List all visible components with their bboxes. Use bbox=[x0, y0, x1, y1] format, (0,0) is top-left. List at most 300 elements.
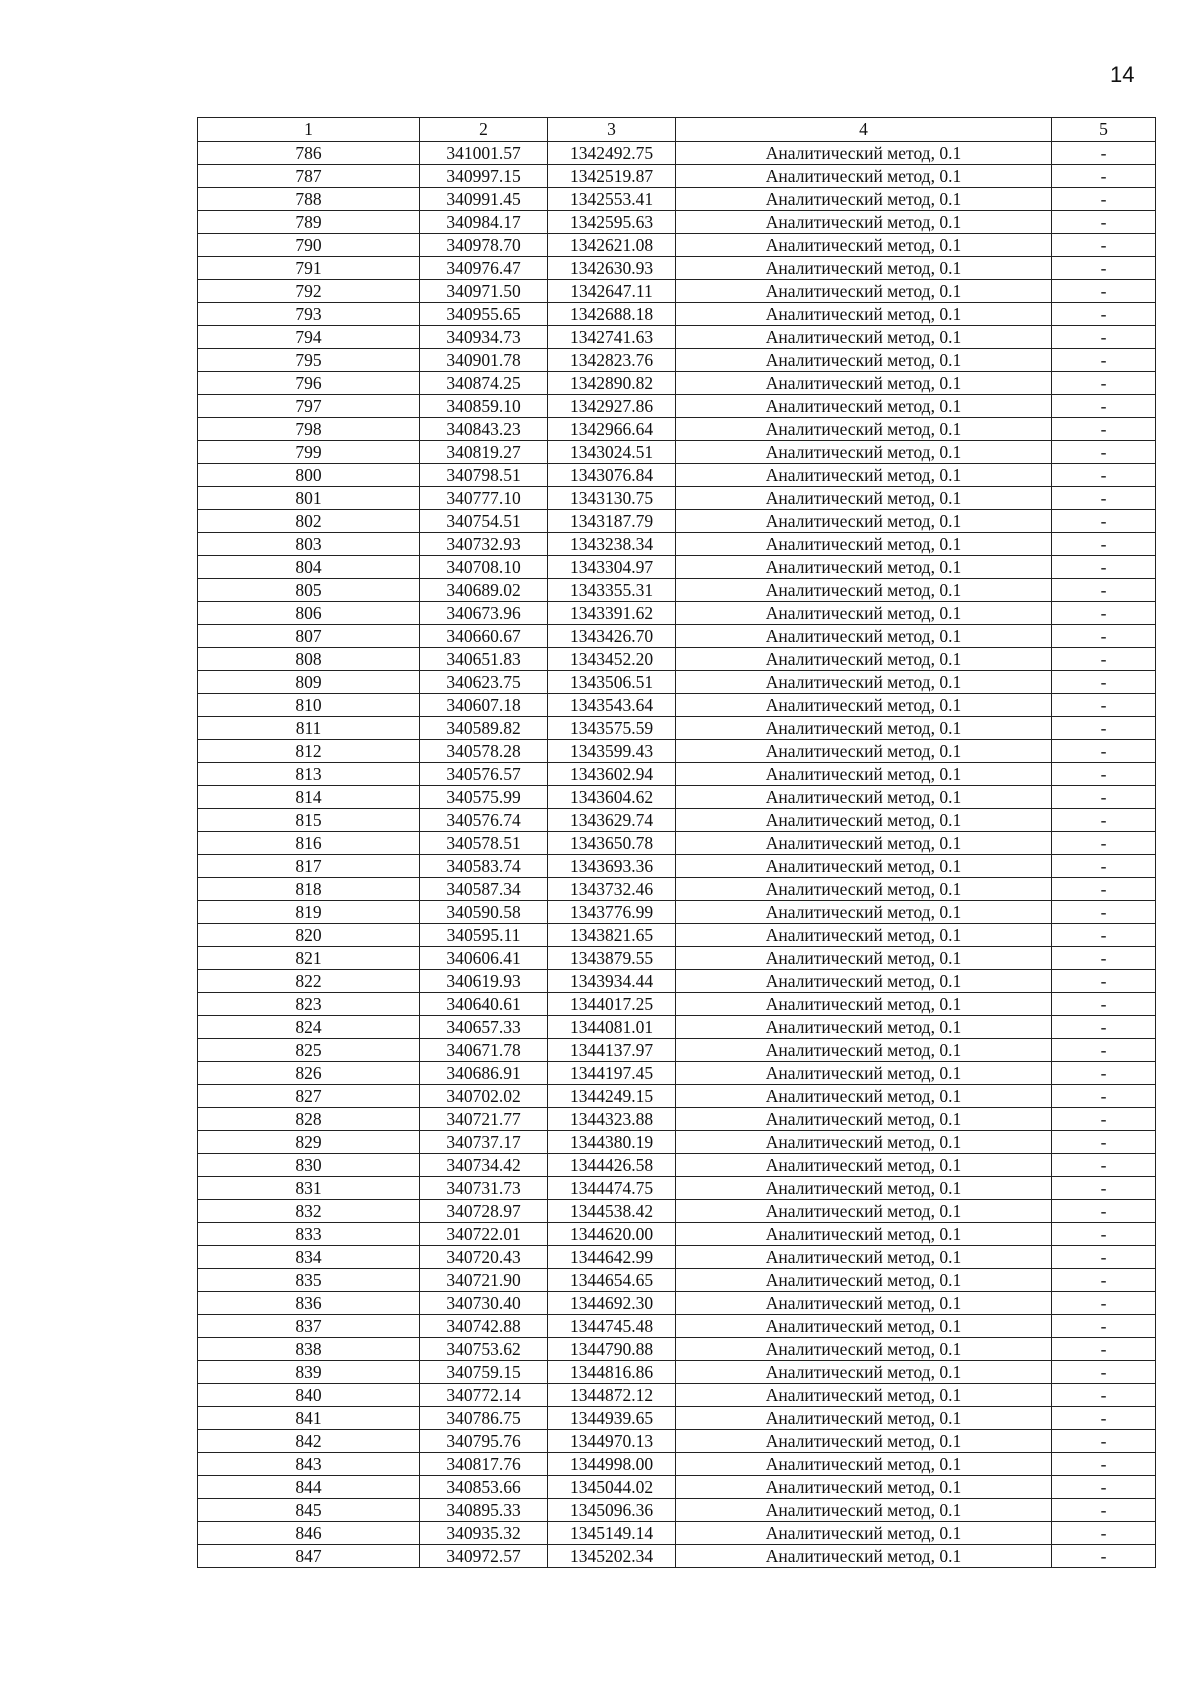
note-cell: - bbox=[1052, 694, 1156, 717]
y-coordinate-cell: 1344081.01 bbox=[548, 1016, 676, 1039]
point-number-cell: 846 bbox=[198, 1522, 420, 1545]
point-number-cell: 799 bbox=[198, 441, 420, 464]
y-coordinate-cell: 1344426.58 bbox=[548, 1154, 676, 1177]
note-cell: - bbox=[1052, 1315, 1156, 1338]
y-coordinate-cell: 1344620.00 bbox=[548, 1223, 676, 1246]
y-coordinate-cell: 1342519.87 bbox=[548, 165, 676, 188]
note-cell: - bbox=[1052, 487, 1156, 510]
x-coordinate-cell: 340671.78 bbox=[420, 1039, 548, 1062]
note-cell: - bbox=[1052, 855, 1156, 878]
method-cell: Аналитический метод, 0.1 bbox=[676, 1361, 1052, 1384]
y-coordinate-cell: 1342630.93 bbox=[548, 257, 676, 280]
note-cell: - bbox=[1052, 1085, 1156, 1108]
note-cell: - bbox=[1052, 1039, 1156, 1062]
note-cell: - bbox=[1052, 211, 1156, 234]
note-cell: - bbox=[1052, 970, 1156, 993]
point-number-cell: 819 bbox=[198, 901, 420, 924]
table-row bbox=[198, 579, 1156, 602]
y-coordinate-cell: 1343732.46 bbox=[548, 878, 676, 901]
y-coordinate-cell: 1343238.34 bbox=[548, 533, 676, 556]
x-coordinate-cell: 340702.02 bbox=[420, 1085, 548, 1108]
x-coordinate-cell: 340708.10 bbox=[420, 556, 548, 579]
method-cell: Аналитический метод, 0.1 bbox=[676, 1246, 1052, 1269]
table-row bbox=[198, 1016, 1156, 1039]
method-cell: Аналитический метод, 0.1 bbox=[676, 579, 1052, 602]
y-coordinate-cell: 1342647.11 bbox=[548, 280, 676, 303]
x-coordinate-cell: 340859.10 bbox=[420, 395, 548, 418]
method-cell: Аналитический метод, 0.1 bbox=[676, 855, 1052, 878]
table-row bbox=[198, 165, 1156, 188]
x-coordinate-cell: 341001.57 bbox=[420, 142, 548, 165]
method-cell: Аналитический метод, 0.1 bbox=[676, 740, 1052, 763]
y-coordinate-cell: 1342966.64 bbox=[548, 418, 676, 441]
x-coordinate-cell: 340853.66 bbox=[420, 1476, 548, 1499]
point-number-cell: 839 bbox=[198, 1361, 420, 1384]
y-coordinate-cell: 1343506.51 bbox=[548, 671, 676, 694]
y-coordinate-cell: 1343076.84 bbox=[548, 464, 676, 487]
note-cell: - bbox=[1052, 464, 1156, 487]
x-coordinate-cell: 340786.75 bbox=[420, 1407, 548, 1430]
y-coordinate-cell: 1343934.44 bbox=[548, 970, 676, 993]
y-coordinate-cell: 1342688.18 bbox=[548, 303, 676, 326]
method-cell: Аналитический метод, 0.1 bbox=[676, 993, 1052, 1016]
point-number-cell: 798 bbox=[198, 418, 420, 441]
point-number-cell: 801 bbox=[198, 487, 420, 510]
point-number-cell: 827 bbox=[198, 1085, 420, 1108]
note-cell: - bbox=[1052, 280, 1156, 303]
method-cell: Аналитический метод, 0.1 bbox=[676, 1499, 1052, 1522]
x-coordinate-cell: 340971.50 bbox=[420, 280, 548, 303]
x-coordinate-cell: 340843.23 bbox=[420, 418, 548, 441]
note-cell: - bbox=[1052, 1269, 1156, 1292]
note-cell: - bbox=[1052, 234, 1156, 257]
note-cell: - bbox=[1052, 1384, 1156, 1407]
note-cell: - bbox=[1052, 1430, 1156, 1453]
table-row bbox=[198, 487, 1156, 510]
y-coordinate-cell: 1344872.12 bbox=[548, 1384, 676, 1407]
point-number-cell: 815 bbox=[198, 809, 420, 832]
x-coordinate-cell: 340578.28 bbox=[420, 740, 548, 763]
method-cell: Аналитический метод, 0.1 bbox=[676, 556, 1052, 579]
y-coordinate-cell: 1344970.13 bbox=[548, 1430, 676, 1453]
note-cell: - bbox=[1052, 1016, 1156, 1039]
table-row bbox=[198, 441, 1156, 464]
table-row bbox=[198, 671, 1156, 694]
table-row bbox=[198, 556, 1156, 579]
point-number-cell: 812 bbox=[198, 740, 420, 763]
x-coordinate-cell: 340901.78 bbox=[420, 349, 548, 372]
column-header: 3 bbox=[548, 118, 676, 142]
method-cell: Аналитический метод, 0.1 bbox=[676, 763, 1052, 786]
method-cell: Аналитический метод, 0.1 bbox=[676, 1062, 1052, 1085]
note-cell: - bbox=[1052, 1338, 1156, 1361]
table-row bbox=[198, 694, 1156, 717]
x-coordinate-cell: 340935.32 bbox=[420, 1522, 548, 1545]
x-coordinate-cell: 340606.41 bbox=[420, 947, 548, 970]
table-row bbox=[198, 1407, 1156, 1430]
y-coordinate-cell: 1344939.65 bbox=[548, 1407, 676, 1430]
x-coordinate-cell: 340673.96 bbox=[420, 602, 548, 625]
note-cell: - bbox=[1052, 1154, 1156, 1177]
x-coordinate-cell: 340730.40 bbox=[420, 1292, 548, 1315]
x-coordinate-cell: 340742.88 bbox=[420, 1315, 548, 1338]
point-number-cell: 822 bbox=[198, 970, 420, 993]
note-cell: - bbox=[1052, 763, 1156, 786]
method-cell: Аналитический метод, 0.1 bbox=[676, 326, 1052, 349]
x-coordinate-cell: 340972.57 bbox=[420, 1545, 548, 1568]
table-row bbox=[198, 211, 1156, 234]
x-coordinate-cell: 340660.67 bbox=[420, 625, 548, 648]
point-number-cell: 829 bbox=[198, 1131, 420, 1154]
x-coordinate-cell: 340895.33 bbox=[420, 1499, 548, 1522]
table-row bbox=[198, 1200, 1156, 1223]
note-cell: - bbox=[1052, 418, 1156, 441]
method-cell: Аналитический метод, 0.1 bbox=[676, 188, 1052, 211]
x-coordinate-cell: 340576.57 bbox=[420, 763, 548, 786]
y-coordinate-cell: 1343602.94 bbox=[548, 763, 676, 786]
point-number-cell: 825 bbox=[198, 1039, 420, 1062]
column-header: 1 bbox=[198, 118, 420, 142]
table-row bbox=[198, 763, 1156, 786]
method-cell: Аналитический метод, 0.1 bbox=[676, 1522, 1052, 1545]
point-number-cell: 817 bbox=[198, 855, 420, 878]
note-cell: - bbox=[1052, 1545, 1156, 1568]
y-coordinate-cell: 1343650.78 bbox=[548, 832, 676, 855]
note-cell: - bbox=[1052, 1246, 1156, 1269]
method-cell: Аналитический метод, 0.1 bbox=[676, 418, 1052, 441]
point-number-cell: 800 bbox=[198, 464, 420, 487]
point-number-cell: 811 bbox=[198, 717, 420, 740]
table-row bbox=[198, 740, 1156, 763]
note-cell: - bbox=[1052, 303, 1156, 326]
table-row bbox=[198, 1361, 1156, 1384]
note-cell: - bbox=[1052, 326, 1156, 349]
method-cell: Аналитический метод, 0.1 bbox=[676, 533, 1052, 556]
x-coordinate-cell: 340772.14 bbox=[420, 1384, 548, 1407]
y-coordinate-cell: 1343452.20 bbox=[548, 648, 676, 671]
note-cell: - bbox=[1052, 188, 1156, 211]
note-cell: - bbox=[1052, 441, 1156, 464]
table-row bbox=[198, 1085, 1156, 1108]
table-row bbox=[198, 303, 1156, 326]
point-number-cell: 824 bbox=[198, 1016, 420, 1039]
point-number-cell: 836 bbox=[198, 1292, 420, 1315]
x-coordinate-cell: 340651.83 bbox=[420, 648, 548, 671]
x-coordinate-cell: 340795.76 bbox=[420, 1430, 548, 1453]
method-cell: Аналитический метод, 0.1 bbox=[676, 441, 1052, 464]
table-row bbox=[198, 1039, 1156, 1062]
note-cell: - bbox=[1052, 901, 1156, 924]
method-cell: Аналитический метод, 0.1 bbox=[676, 234, 1052, 257]
point-number-cell: 809 bbox=[198, 671, 420, 694]
table-row bbox=[198, 372, 1156, 395]
table-row bbox=[198, 326, 1156, 349]
table-row bbox=[198, 1430, 1156, 1453]
note-cell: - bbox=[1052, 1407, 1156, 1430]
y-coordinate-cell: 1343629.74 bbox=[548, 809, 676, 832]
table-row bbox=[198, 1108, 1156, 1131]
note-cell: - bbox=[1052, 533, 1156, 556]
y-coordinate-cell: 1343693.36 bbox=[548, 855, 676, 878]
table-row bbox=[198, 717, 1156, 740]
table-row bbox=[198, 142, 1156, 165]
note-cell: - bbox=[1052, 1476, 1156, 1499]
method-cell: Аналитический метод, 0.1 bbox=[676, 1430, 1052, 1453]
note-cell: - bbox=[1052, 786, 1156, 809]
table-header-row bbox=[198, 118, 1156, 142]
y-coordinate-cell: 1343304.97 bbox=[548, 556, 676, 579]
method-cell: Аналитический метод, 0.1 bbox=[676, 924, 1052, 947]
point-number-cell: 805 bbox=[198, 579, 420, 602]
point-number-cell: 826 bbox=[198, 1062, 420, 1085]
point-number-cell: 821 bbox=[198, 947, 420, 970]
point-number-cell: 845 bbox=[198, 1499, 420, 1522]
y-coordinate-cell: 1343599.43 bbox=[548, 740, 676, 763]
table-row bbox=[198, 1338, 1156, 1361]
y-coordinate-cell: 1342621.08 bbox=[548, 234, 676, 257]
y-coordinate-cell: 1343575.59 bbox=[548, 717, 676, 740]
method-cell: Аналитический метод, 0.1 bbox=[676, 625, 1052, 648]
point-number-cell: 818 bbox=[198, 878, 420, 901]
x-coordinate-cell: 340777.10 bbox=[420, 487, 548, 510]
table-row bbox=[198, 786, 1156, 809]
y-coordinate-cell: 1344816.86 bbox=[548, 1361, 676, 1384]
note-cell: - bbox=[1052, 1223, 1156, 1246]
y-coordinate-cell: 1344998.00 bbox=[548, 1453, 676, 1476]
y-coordinate-cell: 1343426.70 bbox=[548, 625, 676, 648]
table-row bbox=[198, 809, 1156, 832]
x-coordinate-cell: 340640.61 bbox=[420, 993, 548, 1016]
note-cell: - bbox=[1052, 579, 1156, 602]
note-cell: - bbox=[1052, 1200, 1156, 1223]
x-coordinate-cell: 340722.01 bbox=[420, 1223, 548, 1246]
point-number-cell: 806 bbox=[198, 602, 420, 625]
x-coordinate-cell: 340721.77 bbox=[420, 1108, 548, 1131]
x-coordinate-cell: 340978.70 bbox=[420, 234, 548, 257]
x-coordinate-cell: 340997.15 bbox=[420, 165, 548, 188]
coordinates-table bbox=[197, 117, 1156, 1568]
y-coordinate-cell: 1342927.86 bbox=[548, 395, 676, 418]
point-number-cell: 786 bbox=[198, 142, 420, 165]
x-coordinate-cell: 340984.17 bbox=[420, 211, 548, 234]
x-coordinate-cell: 340728.97 bbox=[420, 1200, 548, 1223]
table-row bbox=[198, 855, 1156, 878]
x-coordinate-cell: 340753.62 bbox=[420, 1338, 548, 1361]
point-number-cell: 823 bbox=[198, 993, 420, 1016]
y-coordinate-cell: 1343187.79 bbox=[548, 510, 676, 533]
point-number-cell: 838 bbox=[198, 1338, 420, 1361]
table-row bbox=[198, 993, 1156, 1016]
x-coordinate-cell: 340689.02 bbox=[420, 579, 548, 602]
table-row bbox=[198, 648, 1156, 671]
point-number-cell: 797 bbox=[198, 395, 420, 418]
x-coordinate-cell: 340575.99 bbox=[420, 786, 548, 809]
y-coordinate-cell: 1344654.65 bbox=[548, 1269, 676, 1292]
table-row bbox=[198, 464, 1156, 487]
table-row bbox=[198, 1177, 1156, 1200]
table-row bbox=[198, 1131, 1156, 1154]
y-coordinate-cell: 1344380.19 bbox=[548, 1131, 676, 1154]
x-coordinate-cell: 340737.17 bbox=[420, 1131, 548, 1154]
method-cell: Аналитический метод, 0.1 bbox=[676, 694, 1052, 717]
point-number-cell: 793 bbox=[198, 303, 420, 326]
method-cell: Аналитический метод, 0.1 bbox=[676, 257, 1052, 280]
y-coordinate-cell: 1342741.63 bbox=[548, 326, 676, 349]
table-row bbox=[198, 533, 1156, 556]
point-number-cell: 810 bbox=[198, 694, 420, 717]
x-coordinate-cell: 340623.75 bbox=[420, 671, 548, 694]
point-number-cell: 835 bbox=[198, 1269, 420, 1292]
note-cell: - bbox=[1052, 142, 1156, 165]
method-cell: Аналитический метод, 0.1 bbox=[676, 1384, 1052, 1407]
point-number-cell: 795 bbox=[198, 349, 420, 372]
point-number-cell: 831 bbox=[198, 1177, 420, 1200]
method-cell: Аналитический метод, 0.1 bbox=[676, 395, 1052, 418]
x-coordinate-cell: 340721.90 bbox=[420, 1269, 548, 1292]
method-cell: Аналитический метод, 0.1 bbox=[676, 1407, 1052, 1430]
y-coordinate-cell: 1343130.75 bbox=[548, 487, 676, 510]
point-number-cell: 790 bbox=[198, 234, 420, 257]
table-row bbox=[198, 510, 1156, 533]
method-cell: Аналитический метод, 0.1 bbox=[676, 1177, 1052, 1200]
y-coordinate-cell: 1345202.34 bbox=[548, 1545, 676, 1568]
point-number-cell: 828 bbox=[198, 1108, 420, 1131]
table-row bbox=[198, 1522, 1156, 1545]
table-row bbox=[198, 1269, 1156, 1292]
note-cell: - bbox=[1052, 1062, 1156, 1085]
method-cell: Аналитический метод, 0.1 bbox=[676, 1292, 1052, 1315]
column-header: 5 bbox=[1052, 118, 1156, 142]
x-coordinate-cell: 340759.15 bbox=[420, 1361, 548, 1384]
y-coordinate-cell: 1345044.02 bbox=[548, 1476, 676, 1499]
column-header: 4 bbox=[676, 118, 1052, 142]
point-number-cell: 833 bbox=[198, 1223, 420, 1246]
column-header: 2 bbox=[420, 118, 548, 142]
method-cell: Аналитический метод, 0.1 bbox=[676, 303, 1052, 326]
x-coordinate-cell: 340583.74 bbox=[420, 855, 548, 878]
method-cell: Аналитический метод, 0.1 bbox=[676, 464, 1052, 487]
y-coordinate-cell: 1342595.63 bbox=[548, 211, 676, 234]
method-cell: Аналитический метод, 0.1 bbox=[676, 1200, 1052, 1223]
method-cell: Аналитический метод, 0.1 bbox=[676, 1453, 1052, 1476]
y-coordinate-cell: 1343355.31 bbox=[548, 579, 676, 602]
y-coordinate-cell: 1345149.14 bbox=[548, 1522, 676, 1545]
note-cell: - bbox=[1052, 625, 1156, 648]
y-coordinate-cell: 1344790.88 bbox=[548, 1338, 676, 1361]
note-cell: - bbox=[1052, 1131, 1156, 1154]
table-row bbox=[198, 1154, 1156, 1177]
y-coordinate-cell: 1342553.41 bbox=[548, 188, 676, 211]
x-coordinate-cell: 340587.34 bbox=[420, 878, 548, 901]
method-cell: Аналитический метод, 0.1 bbox=[676, 1338, 1052, 1361]
table-row bbox=[198, 1223, 1156, 1246]
x-coordinate-cell: 340686.91 bbox=[420, 1062, 548, 1085]
note-cell: - bbox=[1052, 510, 1156, 533]
point-number-cell: 844 bbox=[198, 1476, 420, 1499]
table-row bbox=[198, 832, 1156, 855]
method-cell: Аналитический метод, 0.1 bbox=[676, 602, 1052, 625]
method-cell: Аналитический метод, 0.1 bbox=[676, 901, 1052, 924]
table-row bbox=[198, 878, 1156, 901]
y-coordinate-cell: 1343391.62 bbox=[548, 602, 676, 625]
page-number: 14 bbox=[1110, 62, 1135, 87]
x-coordinate-cell: 340732.93 bbox=[420, 533, 548, 556]
method-cell: Аналитический метод, 0.1 bbox=[676, 349, 1052, 372]
point-number-cell: 834 bbox=[198, 1246, 420, 1269]
point-number-cell: 843 bbox=[198, 1453, 420, 1476]
note-cell: - bbox=[1052, 740, 1156, 763]
table-row bbox=[198, 349, 1156, 372]
point-number-cell: 789 bbox=[198, 211, 420, 234]
table-row bbox=[198, 1246, 1156, 1269]
point-number-cell: 788 bbox=[198, 188, 420, 211]
table-row bbox=[198, 1476, 1156, 1499]
method-cell: Аналитический метод, 0.1 bbox=[676, 1545, 1052, 1568]
point-number-cell: 832 bbox=[198, 1200, 420, 1223]
x-coordinate-cell: 340590.58 bbox=[420, 901, 548, 924]
note-cell: - bbox=[1052, 878, 1156, 901]
y-coordinate-cell: 1344745.48 bbox=[548, 1315, 676, 1338]
x-coordinate-cell: 340576.74 bbox=[420, 809, 548, 832]
method-cell: Аналитический метод, 0.1 bbox=[676, 1223, 1052, 1246]
note-cell: - bbox=[1052, 372, 1156, 395]
method-cell: Аналитический метод, 0.1 bbox=[676, 832, 1052, 855]
table-row bbox=[198, 947, 1156, 970]
point-number-cell: 803 bbox=[198, 533, 420, 556]
note-cell: - bbox=[1052, 1499, 1156, 1522]
point-number-cell: 794 bbox=[198, 326, 420, 349]
table-row bbox=[198, 970, 1156, 993]
y-coordinate-cell: 1344692.30 bbox=[548, 1292, 676, 1315]
method-cell: Аналитический метод, 0.1 bbox=[676, 165, 1052, 188]
point-number-cell: 830 bbox=[198, 1154, 420, 1177]
note-cell: - bbox=[1052, 395, 1156, 418]
table-row bbox=[198, 1315, 1156, 1338]
table-row bbox=[198, 1384, 1156, 1407]
point-number-cell: 820 bbox=[198, 924, 420, 947]
y-coordinate-cell: 1343543.64 bbox=[548, 694, 676, 717]
table-row bbox=[198, 1062, 1156, 1085]
note-cell: - bbox=[1052, 1177, 1156, 1200]
x-coordinate-cell: 340589.82 bbox=[420, 717, 548, 740]
y-coordinate-cell: 1343821.65 bbox=[548, 924, 676, 947]
y-coordinate-cell: 1343879.55 bbox=[548, 947, 676, 970]
method-cell: Аналитический метод, 0.1 bbox=[676, 1269, 1052, 1292]
table-row bbox=[198, 188, 1156, 211]
table-row bbox=[198, 280, 1156, 303]
x-coordinate-cell: 340607.18 bbox=[420, 694, 548, 717]
note-cell: - bbox=[1052, 257, 1156, 280]
x-coordinate-cell: 340819.27 bbox=[420, 441, 548, 464]
method-cell: Аналитический метод, 0.1 bbox=[676, 1016, 1052, 1039]
table-row bbox=[198, 625, 1156, 648]
method-cell: Аналитический метод, 0.1 bbox=[676, 1131, 1052, 1154]
table-row bbox=[198, 901, 1156, 924]
note-cell: - bbox=[1052, 602, 1156, 625]
method-cell: Аналитический метод, 0.1 bbox=[676, 1315, 1052, 1338]
method-cell: Аналитический метод, 0.1 bbox=[676, 1108, 1052, 1131]
x-coordinate-cell: 340734.42 bbox=[420, 1154, 548, 1177]
method-cell: Аналитический метод, 0.1 bbox=[676, 372, 1052, 395]
method-cell: Аналитический метод, 0.1 bbox=[676, 280, 1052, 303]
point-number-cell: 813 bbox=[198, 763, 420, 786]
point-number-cell: 837 bbox=[198, 1315, 420, 1338]
method-cell: Аналитический метод, 0.1 bbox=[676, 786, 1052, 809]
table-row bbox=[198, 1499, 1156, 1522]
x-coordinate-cell: 340754.51 bbox=[420, 510, 548, 533]
table-row bbox=[198, 1453, 1156, 1476]
method-cell: Аналитический метод, 0.1 bbox=[676, 970, 1052, 993]
